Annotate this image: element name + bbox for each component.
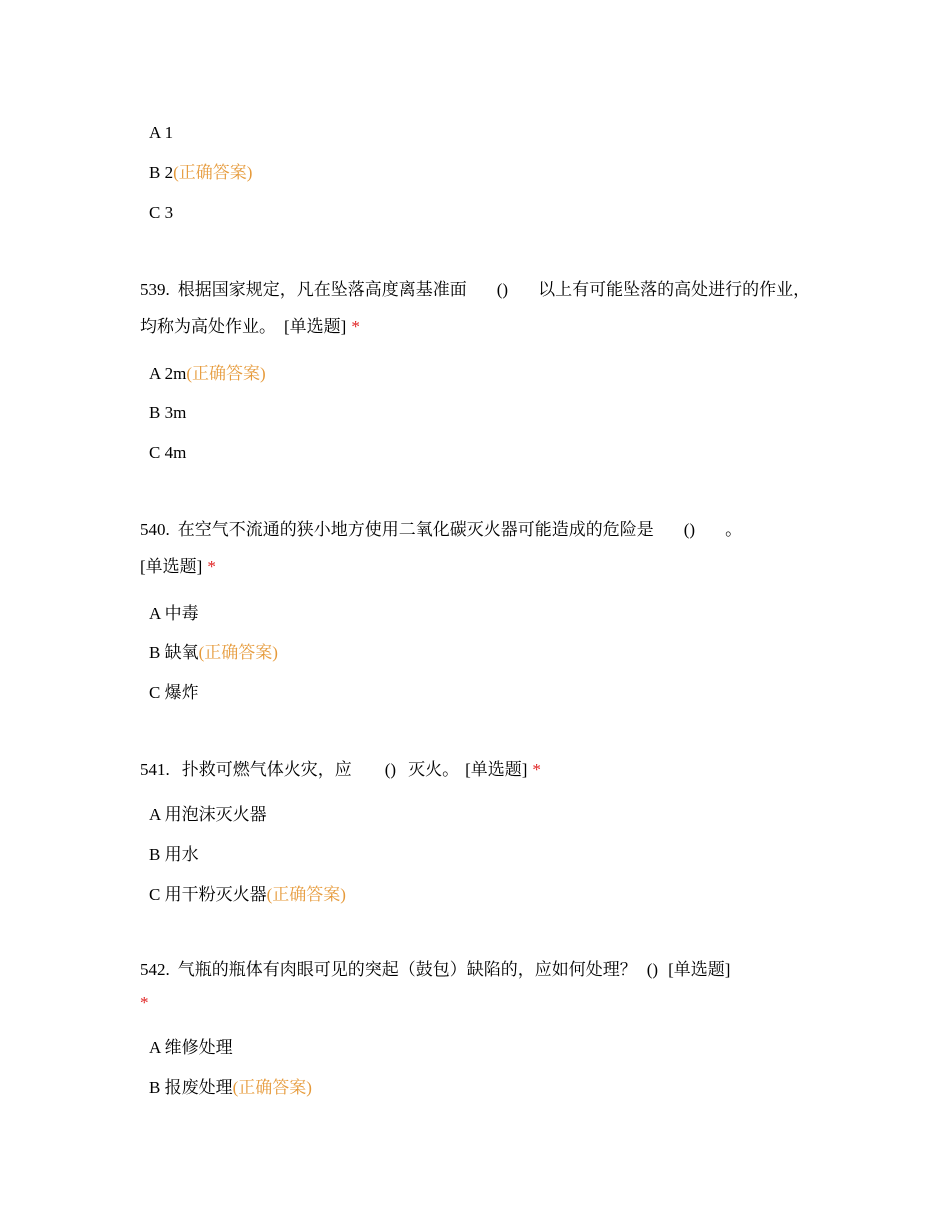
option-label: B 用水 xyxy=(149,845,199,864)
option-541-a xyxy=(149,804,267,826)
option-label: C 4m xyxy=(149,443,187,462)
option-label: B 2 xyxy=(149,163,174,182)
required-mark: * xyxy=(532,760,541,779)
option-539-c xyxy=(149,442,186,464)
question-blank: () xyxy=(683,520,696,539)
question-540 xyxy=(140,511,820,585)
question-text-cont: 灭火。 xyxy=(408,760,460,779)
option-label: A 中毒 xyxy=(149,604,199,623)
option-label: B 3m xyxy=(149,403,187,422)
option-542-a xyxy=(149,1037,233,1059)
option-539-b xyxy=(149,402,186,424)
required-mark: * xyxy=(140,993,149,1012)
question-number: 541. xyxy=(140,760,170,779)
option-label: A 维修处理 xyxy=(149,1038,233,1057)
required-mark: * xyxy=(207,557,216,576)
question-text: 在空气不流通的狭小地方使用二氧化碳灭火器可能造成的危险是 xyxy=(177,520,654,539)
option-label: C 3 xyxy=(149,203,174,222)
question-type: [单选题] xyxy=(668,960,731,979)
option-label: A 用泡沫灭火器 xyxy=(149,805,267,824)
option-label: C 爆炸 xyxy=(149,683,199,702)
option-540-a xyxy=(149,603,199,625)
option-541-c xyxy=(149,884,346,906)
option-541-b xyxy=(149,844,199,866)
option-label: A 1 xyxy=(149,123,174,142)
option-label: B 报废处理 xyxy=(149,1078,233,1097)
question-type: [单选题] xyxy=(140,557,203,576)
option-540-c xyxy=(149,682,199,704)
question-blank: () xyxy=(646,960,659,979)
option-prev-c xyxy=(149,202,173,224)
correct-answer-mark: (正确答案) xyxy=(173,163,253,182)
question-number: 539. xyxy=(140,280,170,299)
question-number: 542. xyxy=(140,960,170,979)
correct-answer-mark: (正确答案) xyxy=(266,885,346,904)
required-mark: * xyxy=(351,317,360,336)
option-label: B 缺氧 xyxy=(149,643,199,662)
question-blank: () xyxy=(384,760,397,779)
question-542 xyxy=(140,953,820,1019)
option-label: A 2m xyxy=(149,364,187,383)
question-541 xyxy=(140,751,820,788)
question-text-cont: 以上有可能坠落的高处进行的作业，均称为高处作业。 xyxy=(140,280,811,336)
option-539-a xyxy=(149,363,266,385)
question-text: 根据国家规定，凡在坠落高度离基准面 xyxy=(177,280,467,299)
question-text: 气瓶的瓶体有肉眼可见的突起（鼓包）缺陷的，应如何处理？ xyxy=(177,960,637,979)
question-text-cont: 。 xyxy=(725,520,743,539)
option-540-b xyxy=(149,642,278,664)
question-number: 540. xyxy=(140,520,170,539)
question-blank: () xyxy=(496,280,509,299)
option-542-b xyxy=(149,1077,312,1099)
correct-answer-mark: (正确答案) xyxy=(198,643,278,662)
question-text: 扑救可燃气体火灾，应 xyxy=(181,760,352,779)
correct-answer-mark: (正确答案) xyxy=(186,364,266,383)
question-type: [单选题] xyxy=(465,760,528,779)
option-prev-a xyxy=(149,122,173,144)
option-label: C 用干粉灭火器 xyxy=(149,885,267,904)
correct-answer-mark: (正确答案) xyxy=(232,1078,312,1097)
question-539 xyxy=(140,271,820,345)
option-prev-b xyxy=(149,162,252,184)
question-type: [单选题] xyxy=(284,317,347,336)
